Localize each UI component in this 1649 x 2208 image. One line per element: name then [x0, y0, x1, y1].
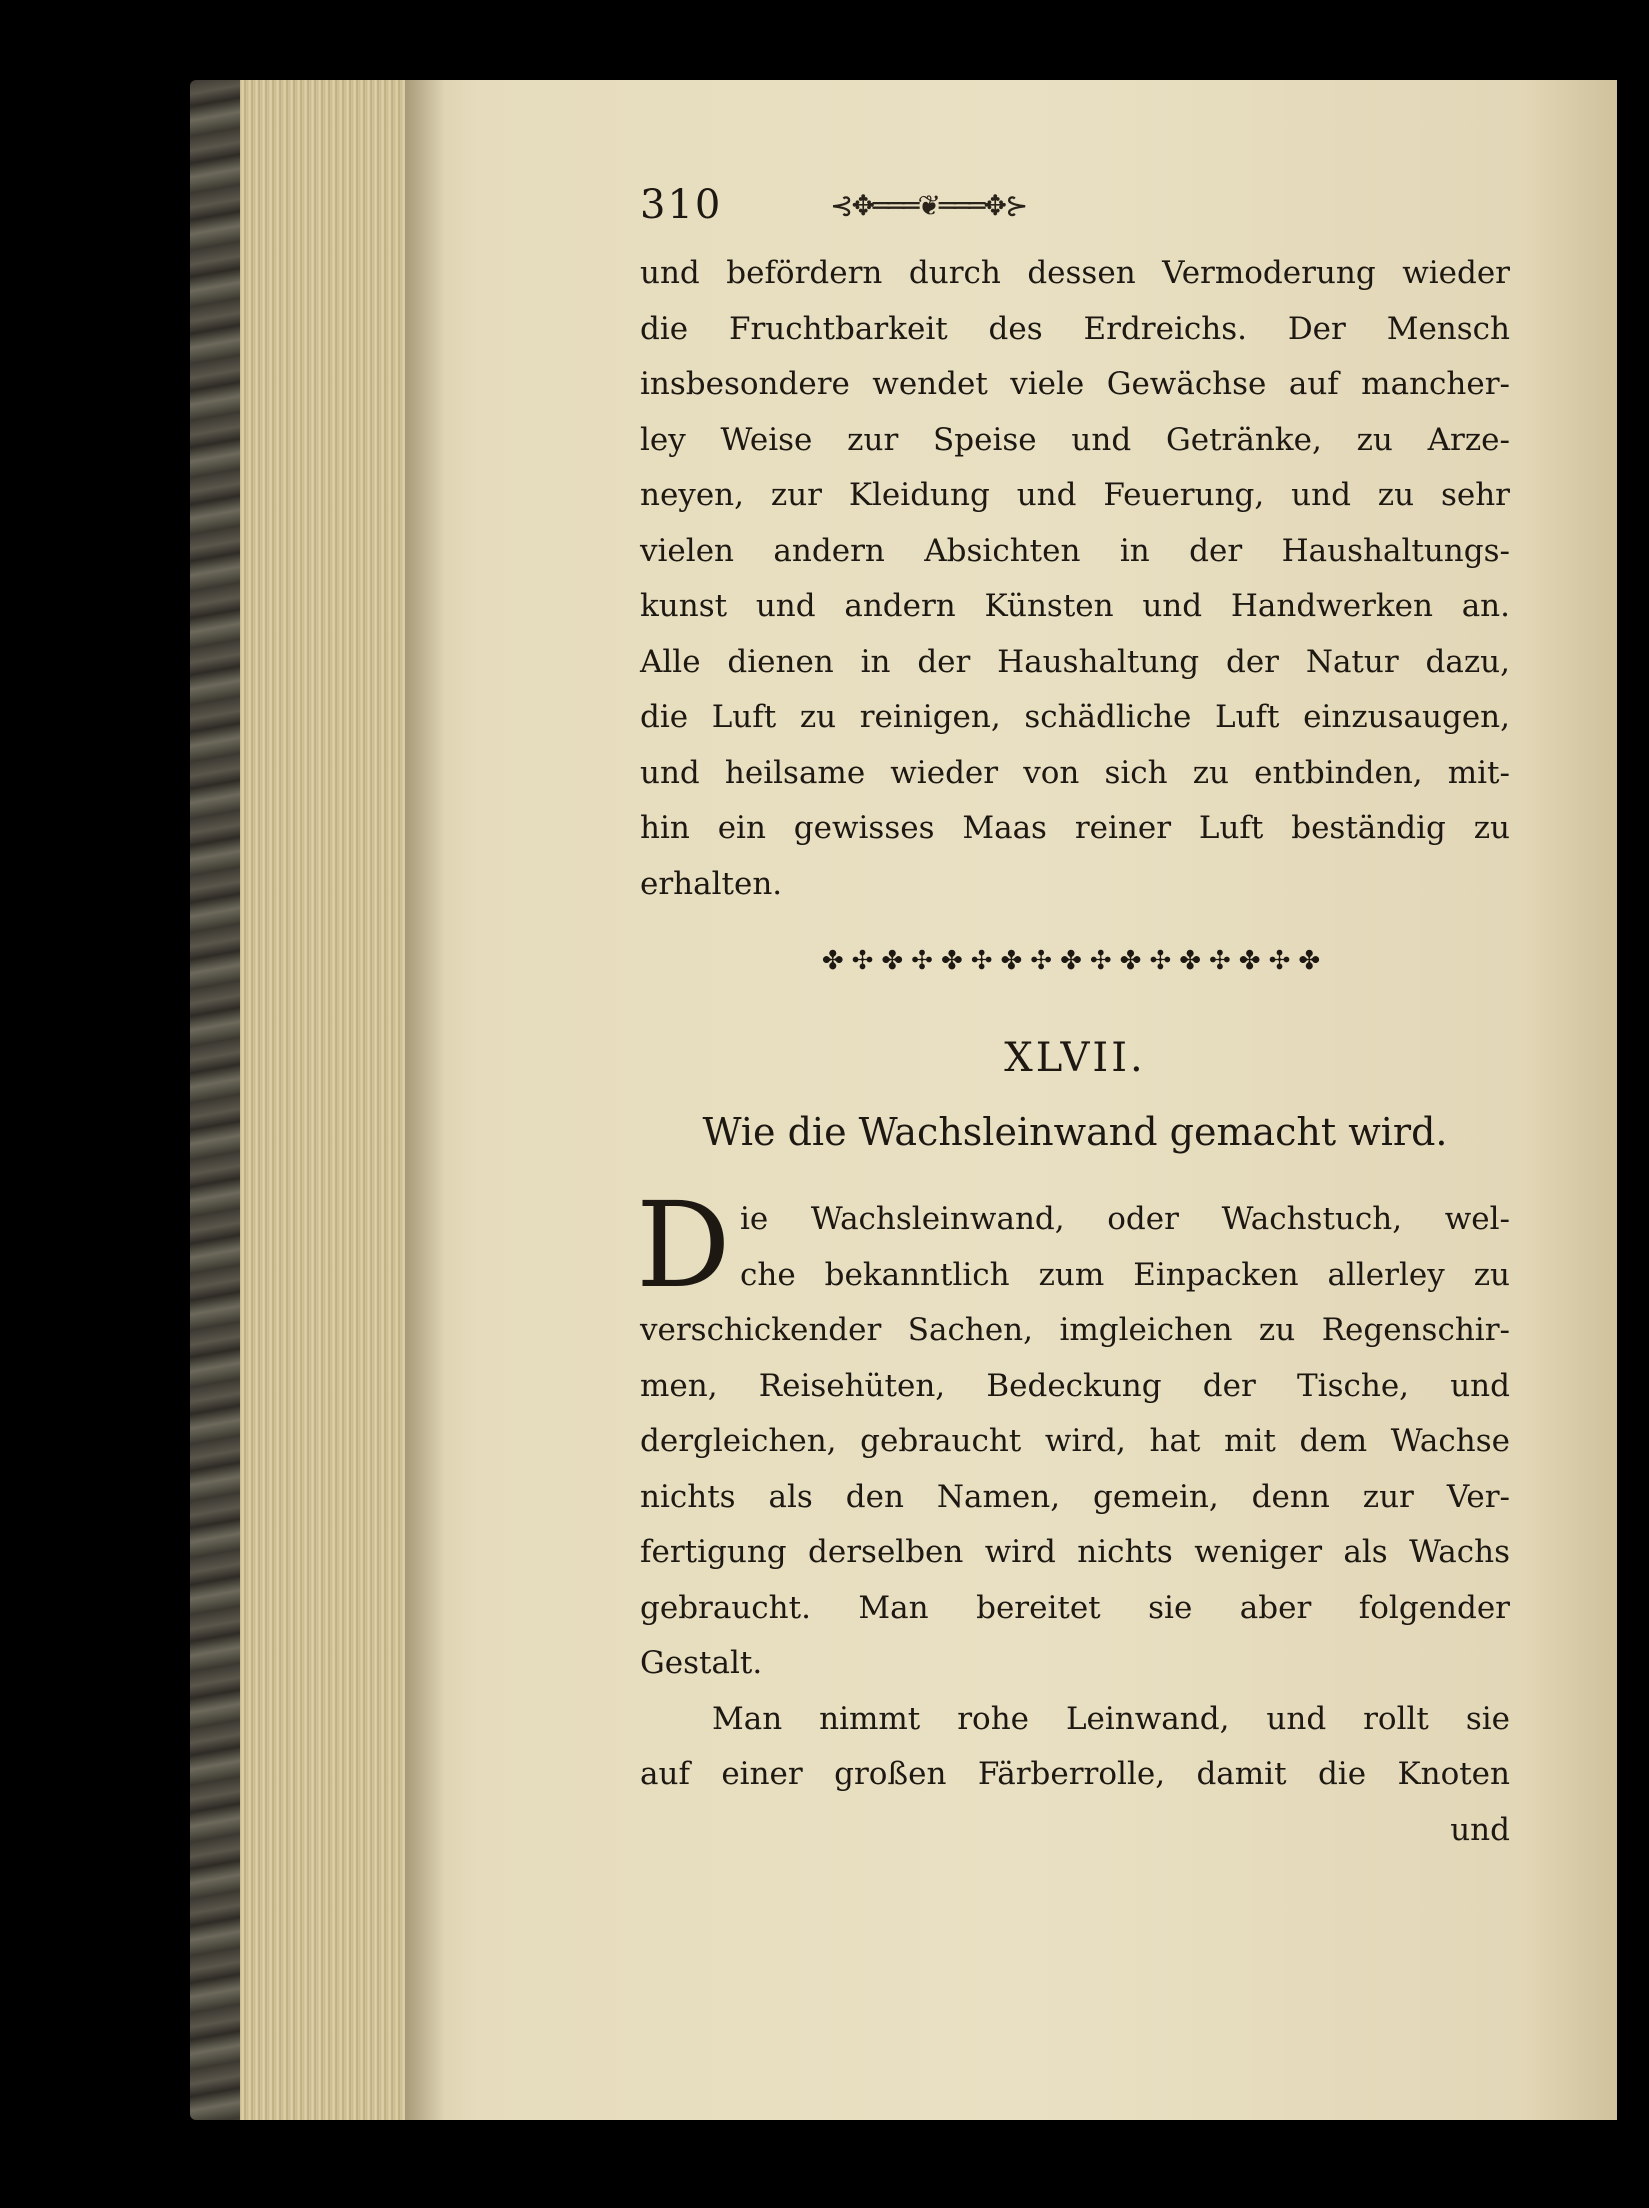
drop-capital: D [636, 1176, 731, 1314]
text-line: men, Reisehüten, Bedeckung der Tische, und [640, 1367, 1510, 1404]
text-line: auf einer großen Färberrolle, damit die Knoten [640, 1756, 1510, 1792]
text-line: insbesondere wendet viele Gewächse auf mancher- [640, 366, 1510, 402]
header-ornament-icon: ⊰✥═══❦═══✥⊱ [830, 188, 1027, 222]
page-number: 310 [640, 182, 723, 228]
text-line: vielen andern Absichten in der Haushaltungs- [640, 532, 1510, 569]
text-line: die Fruchtbarkeit des Erdreichs. Der Mensch [640, 310, 1510, 347]
text-line: und heilsame wieder von sich zu entbinden, mit- [640, 754, 1510, 791]
text-line: kunst und andern Künsten und Handwerken an. [640, 588, 1510, 624]
text-line: che bekanntlich zum Einpacken allerley zu [740, 1256, 1510, 1293]
chapter-title: Wie die Wachsleinwand gemacht wird. [702, 1110, 1448, 1154]
page-edges [240, 80, 410, 2120]
text-line: erhalten. [640, 865, 783, 902]
spine-shadow [405, 80, 445, 2120]
text-line: Gestalt. [640, 1645, 763, 1681]
text-line: ie Wachsleinwand, oder Wachstuch, wel- [740, 1201, 1510, 1237]
page-text [636, 170, 1510, 1858]
text-line: neyen, zur Kleidung und Feuerung, und zu sehr [640, 477, 1510, 513]
running-header [640, 170, 1510, 240]
text-line: und befördern durch dessen Vermoderung wieder [640, 255, 1510, 291]
text-line: dergleichen, gebraucht wird, hat mit dem Wachse [640, 1423, 1510, 1459]
text-line: die Luft zu reinigen, schädliche Luft einzusaugen, [640, 699, 1510, 735]
catchword: und [1450, 1811, 1510, 1848]
text-line: hin ein gewisses Maas reiner Luft beständig zu [640, 810, 1510, 846]
text-line: Man nimmt rohe Leinwand, und rollt sie [712, 1700, 1510, 1737]
continued-paragraph [640, 246, 1510, 912]
text-line: ley Weise zur Speise und Getränke, zu Arze- [640, 421, 1510, 458]
ornamental-divider-icon: ✤✣✤✣✤✣✤✣✤✣✤✣✤✣✤✣✤ [821, 946, 1329, 976]
paragraph-2 [640, 1692, 1510, 1803]
text-line: Alle dienen in der Haushaltung der Natur dazu, [640, 643, 1510, 680]
text-line: gebraucht. Man bereitet sie aber folgender [640, 1589, 1510, 1626]
chapter-body [636, 1176, 1510, 1858]
text-line: verschickender Sachen, imgleichen zu Regenschir- [640, 1312, 1510, 1348]
paragraph-1 [640, 1192, 1510, 1692]
chapter-number: XLVII. [1004, 1035, 1146, 1081]
text-line: fertigung derselben wird nichts weniger als Wachs [640, 1534, 1510, 1570]
text-line: nichts als den Namen, gemein, denn zur Ver- [640, 1478, 1510, 1515]
